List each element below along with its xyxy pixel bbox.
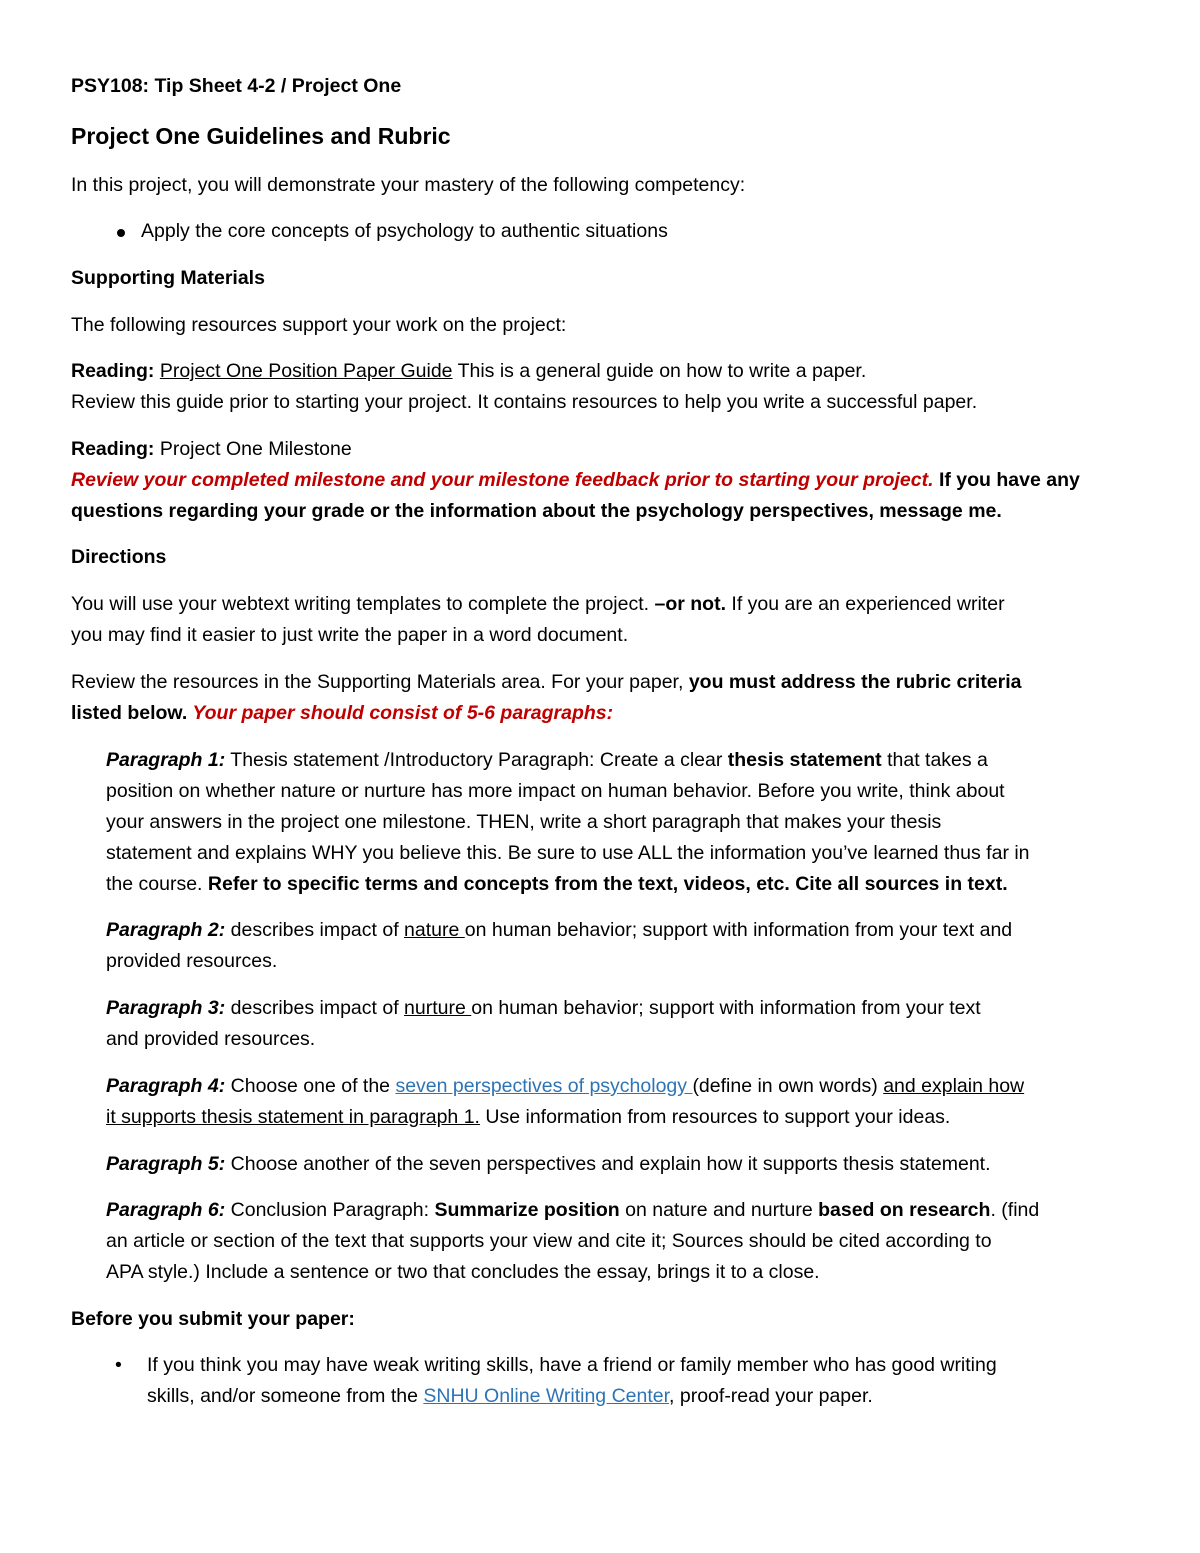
paragraph-4-line2	[106, 1105, 950, 1129]
paragraph-6-text-e: . (find	[990, 1199, 1040, 1221]
paragraph-2-label: Paragraph 2:	[106, 919, 226, 941]
paragraph-1-line3: your answers in the project one milestone. THEN, write a short paragraph that makes your thesis	[106, 811, 942, 833]
reading-1-line2: Review this guide prior to starting your project. It contains resources to help you write a successful paper.	[71, 391, 978, 413]
paragraph-1-line5-a: the course.	[106, 873, 208, 895]
seven-perspectives-link[interactable]: seven perspectives of psychology	[395, 1075, 693, 1097]
milestone-note	[71, 468, 1080, 492]
paragraph-5	[106, 1152, 991, 1176]
directions-heading: Directions	[71, 546, 167, 568]
paragraph-3-label: Paragraph 3:	[106, 997, 226, 1019]
course-line: PSY108: Tip Sheet 4-2 / Project One	[71, 75, 402, 97]
directions-p2-b: you must address the rubric criteria	[688, 671, 1022, 693]
paragraph-4-text-a: Choose one of the	[225, 1075, 396, 1097]
before-submit-line2-b: , proof-read your paper.	[669, 1385, 873, 1407]
reading-label: Reading:	[71, 360, 155, 382]
paragraph-1-text-a: Thesis statement /Introductory Paragraph: Create a clear	[225, 749, 728, 771]
paragraph-1-line2: position on whether nature or nurture has more impact on human behavior. Before you write, think about	[106, 780, 1005, 802]
paragraph-6-text-c: on nature and nurture	[619, 1199, 819, 1221]
reading-label: Reading:	[71, 438, 155, 460]
paragraph-3-line2: and provided resources.	[106, 1028, 316, 1050]
paragraph-5-text: Choose another of the seven perspectives and explain how it supports thesis statement.	[225, 1153, 991, 1175]
milestone-red-note: Review your completed milestone and your milestone feedback prior to starting your project.	[71, 469, 934, 491]
nurture-term: nurture	[404, 997, 472, 1019]
paragraph-6-line3: APA style.) Include a sentence or two that concludes the essay, brings it to a close.	[106, 1261, 820, 1283]
paragraph-4	[106, 1074, 1024, 1098]
paragraph-1-line5-b: Refer to specific terms and concepts from the text, videos, etc. Cite all sources in text.	[207, 873, 1008, 895]
reading-1-desc: This is a general guide on how to write a paper.	[452, 360, 867, 382]
paragraph-1-text-c: that takes a	[881, 749, 988, 771]
paragraph-3	[106, 996, 981, 1020]
paragraph-6-line2: an article or section of the text that supports your view and cite it; Sources should be cited according to	[106, 1230, 992, 1252]
bullet-icon	[117, 229, 125, 237]
directions-p1-c: If you are an experienced writer	[726, 593, 1005, 615]
paragraph-1-line4: statement and explains WHY you believe this. Be sure to use ALL the information you’ve learned thus far in	[106, 842, 1030, 864]
milestone-bold-b: questions regarding your grade or the information about the psychology perspectives, message me.	[71, 500, 1002, 522]
paragraph-2-text-c: on human behavior; support with information from your text and	[464, 919, 1013, 941]
paragraph-6-text-b: Summarize position	[434, 1199, 620, 1221]
paragraph-1	[106, 748, 988, 772]
before-submit-line2	[147, 1384, 873, 1408]
directions-p1-a: You will use your webtext writing templates to complete the project.	[71, 593, 655, 615]
paragraph-3-text-c: on human behavior; support with information from your text	[471, 997, 981, 1019]
page-title: Project One Guidelines and Rubric	[71, 123, 451, 149]
competency-bullet	[117, 219, 125, 243]
directions-p2	[71, 670, 1022, 694]
paragraph-4-line2-b: Use information from resources to support your ideas.	[479, 1106, 951, 1128]
paragraph-3-text-a: describes impact of	[225, 997, 405, 1019]
before-submit-line2-a: skills, and/or someone from the	[147, 1385, 424, 1407]
supporting-intro: The following resources support your work on the project:	[71, 314, 567, 336]
before-submit-heading: Before you submit your paper:	[71, 1308, 355, 1330]
nature-term: nature	[404, 919, 465, 941]
reading-2	[71, 437, 352, 461]
paragraph-2-line2: provided resources.	[106, 950, 278, 972]
reading-1	[71, 359, 866, 383]
paragraph-4-line2-a: it supports thesis statement in paragraph 1.	[106, 1106, 480, 1128]
paragraph-1-line5	[106, 872, 1008, 896]
paragraph-4-text-b: (define in own words)	[692, 1075, 884, 1097]
directions-p2-d: Your paper should consist of 5-6 paragraphs:	[187, 702, 614, 724]
thesis-statement-term: thesis statement	[727, 749, 882, 771]
directions-p1-b: –or not.	[654, 593, 726, 615]
paragraph-6-text-a: Conclusion Paragraph:	[225, 1199, 435, 1221]
paragraph-6	[106, 1198, 1039, 1222]
paragraph-6-label: Paragraph 6:	[106, 1199, 226, 1221]
directions-p1	[71, 592, 1005, 616]
reading-2-title: Project One Milestone	[154, 438, 352, 460]
directions-p2-line2	[71, 701, 613, 725]
before-submit-bullet: •	[115, 1354, 122, 1376]
intro-text: In this project, you will demonstrate your mastery of the following competency:	[71, 174, 746, 196]
directions-p1-line2: you may find it easier to just write the paper in a word document.	[71, 624, 629, 646]
supporting-heading: Supporting Materials	[71, 267, 265, 289]
before-submit-line1: If you think you may have weak writing skills, have a friend or family member who has good writing	[147, 1354, 997, 1376]
position-paper-guide-link[interactable]: Project One Position Paper Guide	[159, 360, 453, 382]
directions-p2-a: Review the resources in the Supporting Materials area. For your paper,	[71, 671, 689, 693]
directions-p2-c: listed below.	[71, 702, 188, 724]
milestone-bold-a: If you have any	[933, 469, 1080, 491]
paragraph-2-text-a: describes impact of	[225, 919, 405, 941]
competency-item: Apply the core concepts of psychology to authentic situations	[141, 220, 668, 242]
paragraph-1-label: Paragraph 1:	[106, 749, 226, 771]
writing-center-link[interactable]: SNHU Online Writing Center	[423, 1385, 670, 1407]
paragraph-2	[106, 918, 1012, 942]
paragraph-5-label: Paragraph 5:	[106, 1153, 226, 1175]
paragraph-6-text-d: based on research	[818, 1199, 991, 1221]
paragraph-4-text-c: and explain how	[883, 1075, 1025, 1097]
paragraph-4-label: Paragraph 4:	[106, 1075, 226, 1097]
